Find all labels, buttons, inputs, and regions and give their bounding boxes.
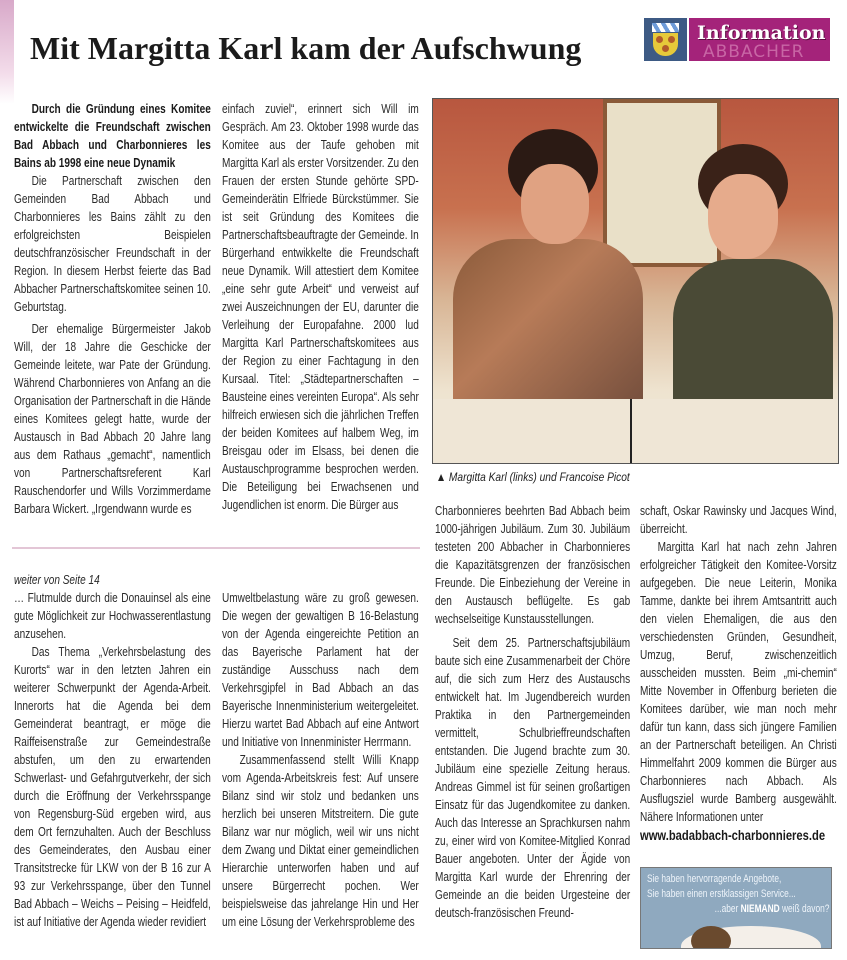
article-column-3 xyxy=(435,502,630,922)
continued-column-1 xyxy=(14,571,211,931)
continued-column-2 xyxy=(222,589,419,931)
information-badge xyxy=(689,18,830,61)
paragraph: … Flutmulde durch die Donauinsel als eine gute Möglichkeit zur Hochwasserentlastung anzusehen. xyxy=(14,591,211,641)
ad-line-3-pre: ...aber xyxy=(714,903,741,915)
continued-label: weiter von Seite 14 xyxy=(14,573,100,587)
paragraph: schaft, Oskar Rawinsky und Jacques Wind, überreicht. xyxy=(640,504,837,536)
website-link[interactable]: www.badabbach-charbonnieres.de xyxy=(640,827,826,843)
caption-text: Margitta Karl (links) und Francoise Picot xyxy=(448,470,630,484)
person-right xyxy=(663,144,833,424)
paragraph: Zusammenfassend stellt Willi Knapp vom Agenda-Arbeitskreis fest: Auf unsere Bilanz sind wir stolz und bedanken uns herzlich bei unseren Mitstreitern. Die gute Bilanz war nur möglich, weil wir uns nicht dem Zwang und Diktat einer gemeindlichen Hierarchie unterworfen haben und auf unsere Bürgerrecht pochen. Wer beispielsweise das jahrelange Hin und Her um eine Lösung der Verkehrsprobleme des xyxy=(222,753,419,929)
paragraph: Charbonnieres beehrten Bad Abbach beim 1000-jährigen Jubiläum. Zum 30. Jubiläum testeten 200 Abbacher in Charbonnieres die Kapazitätsgrenzen der französischen Freunde. Die Einbeziehung der Vereine in den Austausch beflügelte. Es gab wechselseitige Kunstausstellungen. xyxy=(435,504,631,626)
ad-line-3 xyxy=(647,902,829,917)
paragraph: Die Partnerschaft zwischen den Gemeinden Bad Abbach und Charbonnieres les Bains zählt zu den erfolgreichsten Beispielen deutschfranzösischer Freundschaft in der Region. In diesem Herbst feierte das Bad Abbacher Partnerschaftskomitee seinen 10. Geburtstag. xyxy=(14,174,211,314)
ad-line-3-post: weiß davon? xyxy=(779,903,830,915)
ad-person-image xyxy=(681,926,821,949)
information-logo xyxy=(644,18,830,61)
page-title: Mit Margitta Karl kam der Aufschwung xyxy=(30,30,582,66)
article-column-1 xyxy=(14,100,211,518)
photo-caption: ▲ Margitta Karl (links) und Francoise Picot xyxy=(436,470,630,484)
ad-line-2: Sie haben einen erstklassigen Service... xyxy=(647,888,796,900)
badge-label: Information xyxy=(697,22,826,44)
section-divider xyxy=(12,547,420,549)
paragraph: Das Thema „Verkehrsbelastung des Kurorts“ war in den letzten Jahren ein weiterer Schwerpunkt der Agenda-Arbeit. Innerorts hat die Agenda bei dem Gemeinderat beantragt, er möge die Raiffeisenstraße zur Gemeindestraße abstufen, um den zu erwartenden Schwerlast- und Gefahrgutverkehr, der sich durch die Eröffnung der Verkehrsspange von Regensburg-Süd ergeben wird, aus dem Ort fernzuhalten. Auch der Beschluss des Gemeinderates, den Ausbau einer Transitstrecke für LKW von der B 16 zur A 93 zur Verkehrsspange, über den Tunnel Bad Abbach – Weichs – Peising – Heidfeld, ist auf Initiative der Agenda wieder revidiert xyxy=(14,645,211,929)
paragraph: Umweltbelastung wäre zu groß gewesen. Die wegen der gewaltigen B 16-Belastung von der Agenda eingereichte Petition an das Bayerische Parlament hat der zuständige Ausschuss nach dem Verkehrsgipfel in Bad Abbach an das Bayerische Innenministerium weitergeleitet. Hierzu wartet Bad Abbach auf eine Antwort und Initiative von Innenminister Herrmann. xyxy=(222,591,419,749)
person-left xyxy=(453,129,643,429)
decorative-corner xyxy=(0,0,14,104)
article-column-2 xyxy=(222,100,419,514)
paragraph: Margitta Karl hat nach zehn Jahren erfolgreicher Tätigkeit den Komitee-Vorsitz aufgegeben. Die neue Leiterin, Monika Tamme, dankte bei ihrem Amtsantritt auch den vielen Ehemaligen, die aus den verschiedensten Gründen, Gesundheit, Umzug, Beruf, zwischenzeitlich ausscheiden mussten. Beim „mi-chemin“ Mitte November in Offenburg berieten die Komitees darüber, wie man noch mehr dafür tun kann, dass sich jüngere Familien an der Partnerschaft beteiligen. An Christi Himmelfahrt 2009 kommen die Bürger aus Charbonnieres nach Abbach. Als Ausflugsziel wurde Bamberg ausgewählt. Nähere Informationen unter xyxy=(640,540,837,824)
coat-of-arms-icon xyxy=(644,18,687,61)
advertisement[interactable] xyxy=(640,867,832,949)
paragraph: Der ehemalige Bürgermeister Jakob Will, der 18 Jahre die Geschicke der Gemeinde leitete, war Pate der Gründung. Während Charbonnieres von Anfang an die Organisation der Partnerschaft in die Hände eines Komitees gelegt hatte, wurde der Austausch in Bad Abbach 20 Jahre lang aus dem Rathaus „gemacht“, namentlich von Partnerschaftsreferent Karl Rauschendorfer und Wills Vorzimmerdame Barbara Wickert. „Irgendwann wurde es xyxy=(14,322,211,516)
paragraph: einfach zuviel“, erinnert sich Will im Gespräch. Am 23. Oktober 1998 wurde das Komitee aus der Taufe gehoben mit Margitta Karl als erster Vorsitzender. Zu den Frauen der ersten Stunde gehörte SPD-Gemeinderätin Elfriede Bürckstümmer. Sie ist seit Gründung des Komitees die Partnerschaftsbeauftragte der Gemeinde. In Bürgerhand entwikkelte die Freundschaft neue Dynamik. Will attestiert dem Komitee „eine sehr gute Arbeit“ und verweist auf zwei Auszeichnungen der EU, darunter die Verleihung der Europafahne. 2000 lud Margitta Karl Partnerschaftskomitees aus der Region zu einer Fachtagung in den Kursaal. Titel: „Städtepartnerschaften – Bausteine eines vereinten Europa“. Als sehr hilfreich erwiesen sich die jährlichen Treffen der beiden Komitees auf halbem Weg, im Breisgau oder im Elsass, bei denen die Austauschprogramme besprochen werden. Die Beteiligung bei Erwachsenen und Jugendlichen ist enorm. Die Bürger aus xyxy=(222,102,419,512)
ad-line-3-bold: NIEMAND xyxy=(740,903,780,915)
paragraph: Seit dem 25. Partnerschaftsjubiläum baute sich eine Zusammenarbeit der Chöre auf, die sich zum Herz des Austauschs entwickelt hat. Im Jugendbereich wurden Praktika in den Partnergemeinden vermittelt, Schulbrieffreundschaften entstanden. Die Jugend brachte zum 30. Jubiläum eine spezielle Zeitung heraus. Andreas Gimmel ist für seinen großartigen Einsatz für das Jugendkomitee zu danken. Auch das Interesse an Sprachkursen nahm zu, einer wird von Komitee-Mitglied Konrad Bauer angeboten. Unter der Ägide von Margitta Karl wurde der Ehrenring der Gemeinde an die beiden Urgesteine der deutsch-französischen Freund- xyxy=(435,636,631,920)
ad-line-1: Sie haben hervorragende Angebote, xyxy=(647,873,782,885)
badge-watermark: ABBACHER xyxy=(703,42,805,62)
article-column-4 xyxy=(640,502,837,844)
article-photo xyxy=(432,98,839,464)
article-lead: Durch die Gründung eines Komitee entwickelte die Freundschaft zwischen Bad Abbach und Charbonnieres les Bains ab 1998 eine neue Dynamik xyxy=(14,102,211,170)
